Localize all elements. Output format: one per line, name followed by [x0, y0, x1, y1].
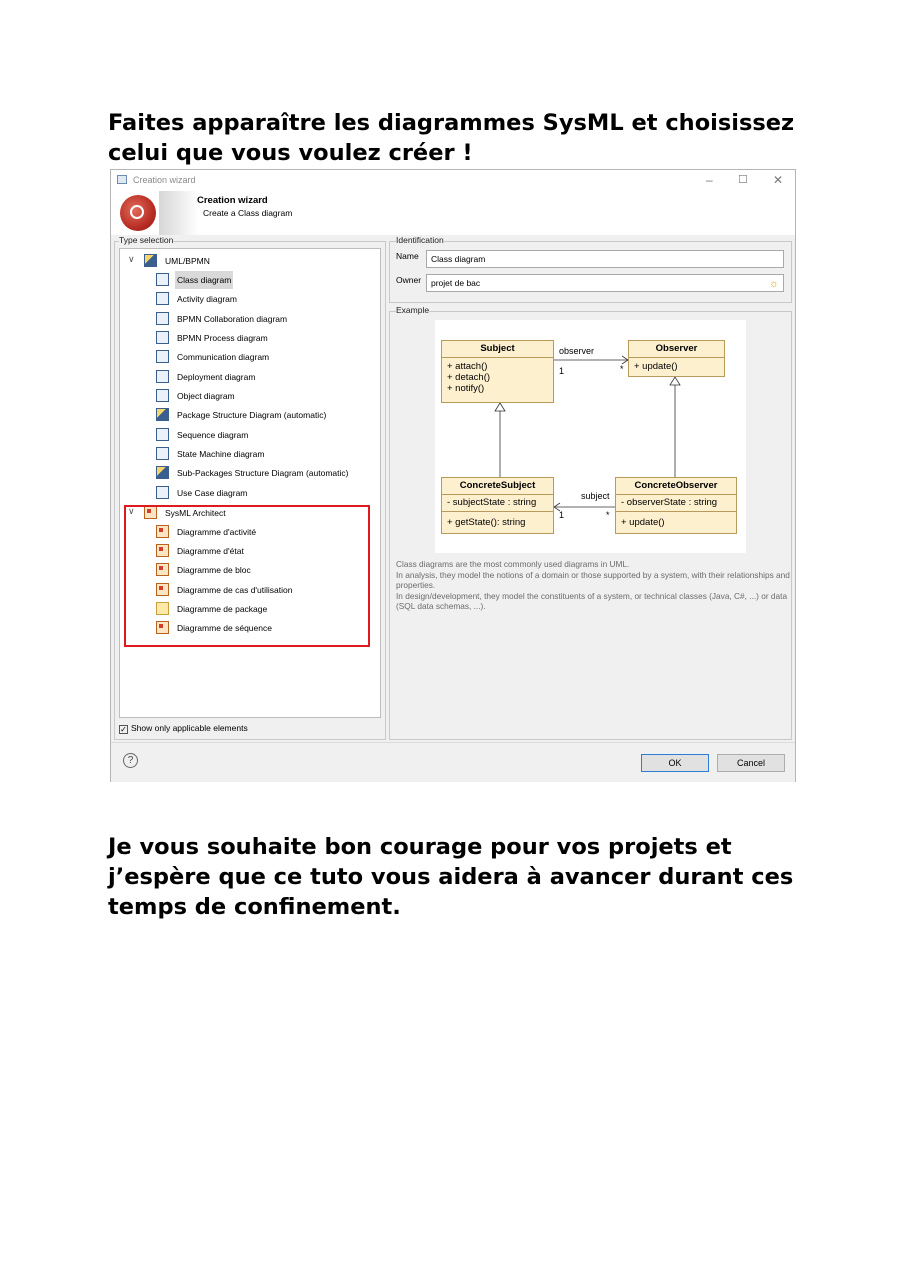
identification-label: Identification: [396, 235, 444, 245]
tree-item-label: Object diagram: [177, 391, 235, 401]
use-case-icon: [156, 486, 169, 499]
sysml-highlight-box: [124, 505, 370, 647]
lightbulb-icon[interactable]: ☼: [768, 278, 779, 290]
tree-item-label: Sequence diagram: [177, 430, 249, 440]
multiplicity-label: 1: [559, 510, 565, 520]
class-name: ConcreteSubject: [442, 478, 553, 495]
class-diagram-example: [435, 320, 746, 553]
dialog-footer: [111, 742, 795, 782]
closing-message: Je vous souhaite bon courage pour vos projets et j’espère que ce tuto vous aidera à avancer durant ces temps de confinement.: [108, 834, 794, 920]
observer-inheritance-triangle: [670, 377, 680, 385]
object-diagram-icon: [156, 389, 169, 402]
sequence-diagram-icon: [156, 428, 169, 441]
package-structure-icon: [156, 408, 169, 421]
tree-item-label: Sub-Packages Structure Diagram (automatic): [177, 468, 349, 478]
tree-item-label: Diagramme de package: [177, 604, 268, 614]
tree-group-label: SysML Architect: [165, 508, 226, 518]
type-selection-label: Type selection: [119, 235, 174, 245]
class-name: Observer: [629, 341, 724, 358]
tree-item-label: Diagramme de séquence: [177, 623, 272, 633]
banner-title: Creation wizard: [197, 195, 268, 206]
class-name: ConcreteObserver: [616, 478, 736, 495]
uml-class-observer: [628, 340, 725, 377]
uml-class-concrete-observer: [615, 477, 737, 534]
description-line: Class diagrams are the most commonly used diagrams in UML.: [396, 559, 630, 569]
class-name: Subject: [442, 341, 553, 358]
communication-diagram-icon: [156, 350, 169, 363]
bpmn-process-icon: [156, 331, 169, 344]
tree-item-label: Communication diagram: [177, 352, 270, 362]
help-icon[interactable]: ?: [123, 753, 138, 768]
multiplicity-label: *: [606, 510, 610, 520]
class-attribute: - observerState : string: [616, 495, 736, 512]
title-bar: [111, 170, 795, 191]
checkbox-label: Show only applicable elements: [131, 723, 248, 733]
uml-class-concrete-subject: [441, 477, 554, 534]
tree-item-label: State Machine diagram: [177, 449, 265, 459]
class-operation: + getState(): string: [447, 517, 526, 528]
class-operation: + update(): [634, 361, 678, 372]
banner-subtitle: Create a Class diagram: [203, 208, 293, 218]
uml-class-subject: [441, 340, 554, 403]
example-label: Example: [396, 305, 430, 315]
subject-inheritance-triangle: [495, 403, 505, 411]
uml-group-icon: [144, 254, 157, 267]
maximize-icon[interactable]: ☐: [738, 174, 748, 186]
class-attribute: - subjectState : string: [442, 495, 553, 512]
description-line: In analysis, they model the notions of a domain or those supported by a system, with their relationships and properties.: [396, 569, 790, 590]
modelio-logo-icon: [120, 195, 156, 231]
ok-button[interactable]: OK: [641, 754, 709, 772]
tree-item-label: Package Structure Diagram (automatic): [177, 410, 327, 420]
class-operation: + update(): [621, 517, 665, 528]
tree-item-label: Class diagram: [175, 271, 233, 289]
bpmn-collaboration-icon: [156, 312, 169, 325]
chevron-down-icon[interactable]: ∨: [128, 254, 135, 264]
diagram-type-tree[interactable]: [119, 248, 381, 718]
class-operation: + notify(): [447, 383, 485, 394]
minimize-icon[interactable]: –: [706, 173, 713, 187]
observer-role-label: observer: [559, 346, 595, 356]
class-operation: + attach(): [447, 361, 488, 372]
tree-item-label: Diagramme de bloc: [177, 565, 251, 575]
class-operation: + detach(): [447, 372, 491, 383]
instruction-heading: Faites apparaître les diagrammes SysML et choisissez celui que vous voulez créer !: [108, 110, 795, 166]
checkbox-checked-icon[interactable]: ✓: [120, 725, 127, 734]
tree-item-label: Deployment diagram: [177, 372, 256, 382]
tree-item-label: Diagramme de cas d'utilisation: [177, 585, 293, 595]
tree-item-label: Activity diagram: [177, 294, 237, 304]
sub-packages-icon: [156, 466, 169, 479]
owner-label: Owner: [396, 275, 422, 285]
tree-item-label: BPMN Collaboration diagram: [177, 314, 288, 324]
class-diagram-icon: [156, 273, 169, 286]
activity-diagram-icon: [156, 292, 169, 305]
window-app-icon: [117, 175, 127, 184]
name-label: Name: [396, 251, 419, 261]
multiplicity-label: 1: [559, 366, 565, 376]
description-line: In design/development, they model the constituents of a system, or technical classes (Java, C#, ...) or data (SQL data schemas, ...).: [396, 590, 788, 611]
tree-item-label: Use Case diagram: [177, 488, 248, 498]
window-title: Creation wizard: [133, 175, 196, 185]
tree-item-label: Diagramme d'état: [177, 546, 244, 556]
close-icon[interactable]: ✕: [773, 173, 784, 187]
subject-role-label: subject: [581, 491, 610, 501]
banner-fade: [159, 191, 199, 235]
name-input[interactable]: Class diagram: [426, 250, 784, 268]
wizard-banner: [111, 191, 795, 236]
chevron-down-icon[interactable]: ∨: [128, 506, 135, 516]
state-machine-icon: [156, 447, 169, 460]
owner-input[interactable]: [426, 274, 784, 292]
tree-item-label: BPMN Process diagram: [177, 333, 268, 343]
tree-item-label: Diagramme d'activité: [177, 527, 257, 537]
cancel-button[interactable]: Cancel: [717, 754, 785, 772]
tree-group-label: UML/BPMN: [165, 256, 210, 266]
creation-wizard-dialog: [110, 169, 796, 782]
show-only-applicable-checkbox[interactable]: [119, 723, 248, 734]
owner-value: projet de bac: [431, 278, 481, 288]
diagram-description: [396, 559, 791, 612]
deployment-diagram-icon: [156, 370, 169, 383]
multiplicity-label: *: [620, 364, 624, 374]
